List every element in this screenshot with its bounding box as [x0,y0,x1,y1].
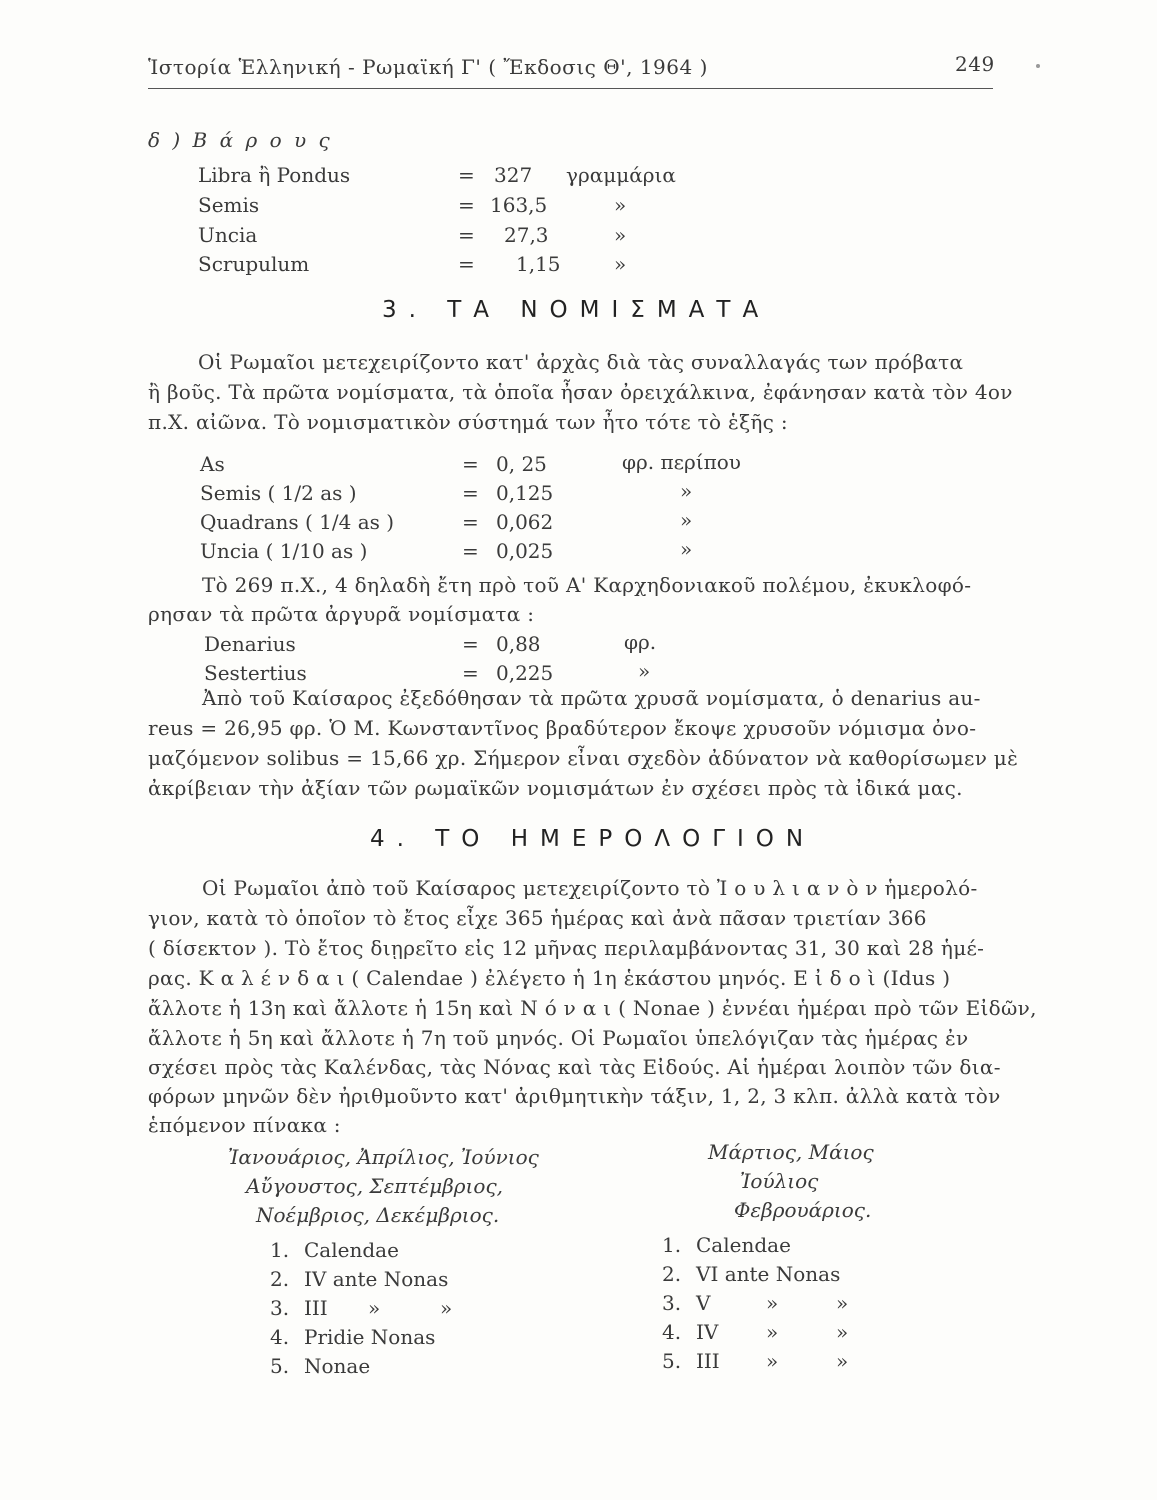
weight-eq: = [458,252,475,276]
right-months-line: Μάρτιος, Μάιος [708,1140,874,1164]
coin-name: Semis ( 1/2 as ) [200,481,357,505]
weight-value: 327 [494,163,533,187]
ditto-mark: » [836,1320,849,1344]
ditto-mark: » [766,1349,779,1373]
weight-name: Uncia [198,223,258,247]
coin-value: 0,025 [496,539,554,563]
weight-name: Libra ἢ Pondus [198,163,351,187]
coin-name: As [200,452,225,476]
ditto-mark: » [368,1296,381,1320]
paragraph-line: Ἀπὸ τοῦ Καίσαρος ἐξεδόθησαν τὰ πρῶτα χρυσᾶ νομίσματα, ὁ denarius au- [202,686,981,710]
weight-unit: » [614,252,627,276]
weight-value: 163,5 [490,193,548,217]
coin-value: 0, 25 [496,452,547,476]
paragraph-line: σχέσει πρὸς τὰς Καλένδας, τὰς Νόνας καὶ τὰς Εἰδούς. Αἱ ἡμέραι λοιπὸν τῶν δια- [148,1055,1001,1079]
day-number: 5. [270,1354,290,1378]
day-number: 5. [662,1349,682,1373]
coin-name: Uncia ( 1/10 as ) [200,539,368,563]
day-name: Nonae [304,1354,371,1378]
weight-name: Scrupulum [198,252,310,276]
ditto-mark: » [440,1296,453,1320]
coin-eq: = [462,510,479,534]
coin-unit: » [680,537,693,561]
ditto-mark: » [766,1320,779,1344]
weights-heading: δ ) Β ά ρ ο υ ς [148,128,333,152]
left-months-line: Νοέμβριος, Δεκέμβριος. [256,1203,500,1227]
paragraph-line: ἀκρίβειαν τὴν ἀξίαν τῶν ρωμαϊκῶν νομισμάτων ἐν σχέσει πρὸς τὰ ἰδικά μας. [148,776,963,800]
paragraph-line: γιον, κατὰ τὸ ὁποῖον τὸ ἔτος εἶχε 365 ἡμέρας καὶ ἀνὰ πᾶσαν τριετίαν 366 [148,906,927,930]
weight-name: Semis [198,193,260,217]
left-months-line: Ἰανουάριος, Ἀπρίλιος, Ἰούνιος [228,1145,539,1169]
paragraph-line: φόρων μηνῶν δὲν ἠριθμοῦντο κατ' ἀριθμητικὴν τάξιν, 1, 2, 3 κλπ. ἀλλὰ κατὰ τὸν [148,1084,1001,1108]
paragraph-line: ρας. Κ α λ έ ν δ α ι ( Calendae ) ἐλέγετο ἡ 1η ἑκάστου μηνός. Ε ἰ δ ο ὶ (Idus ) [148,966,951,990]
paragraph-line: ἄλλοτε ἡ 5η καὶ ἄλλοτε ἡ 7η τοῦ μηνός. Οἱ Ρωμαῖοι ὑπελόγιζαν τὰς ἡμέρας ἐν [148,1026,969,1050]
day-number: 2. [270,1267,290,1291]
coin-unit: » [638,659,651,683]
paragraph-line: Τὸ 269 π.Χ., 4 δηλαδὴ ἔτη πρὸ τοῦ Α' Καρχηδονιακοῦ πολέμου, ἐκυκλοφό- [202,573,972,597]
coin-eq: = [462,632,479,656]
coin-unit: » [680,479,693,503]
day-name: IV [696,1320,719,1344]
coin-value: 0,88 [496,632,541,656]
coin-eq: = [462,452,479,476]
header-rule [148,88,993,89]
coin-unit: φρ. [624,630,657,654]
day-number: 4. [270,1325,290,1349]
coin-eq: = [462,661,479,685]
coin-name: Quadrans ( 1/4 as ) [200,510,395,534]
day-name: III [304,1296,328,1320]
right-months-line: Ἰούλιος [740,1169,819,1193]
running-header-title: Ἱστορία Ἑλληνική - Ρωμαϊκή Γ' ( Ἔκδοσις Θ', 1964 ) [148,55,708,79]
weight-value: 1,15 [516,252,561,276]
day-name: Calendae [696,1233,791,1257]
paragraph-line: ἄλλοτε ἡ 13η καὶ ἄλλοτε ἡ 15η καὶ Ν ό ν α ι ( Nonae ) ἐννέαι ἡμέραι πρὸ τῶν Εἰδῶν, [148,996,1037,1020]
coin-unit: » [680,508,693,532]
paragraph-line: π.Χ. αἰῶνα. Τὸ νομισματικὸν σύστημά των ἦτο τότε τὸ ἑξῆς : [148,410,788,434]
day-number: 1. [270,1238,290,1262]
coin-name: Sestertius [204,661,307,685]
section-4-title: 4. ΤΟ ΗΜΕΡΟΛΟΓΙΟΝ [370,826,816,852]
day-name: IV ante Nonas [304,1267,449,1291]
coin-unit: φρ. περίπου [622,450,741,474]
coin-value: 0,062 [496,510,554,534]
day-name: III [696,1349,720,1373]
weight-eq: = [458,193,475,217]
day-number: 3. [662,1291,682,1315]
coin-value: 0,225 [496,661,554,685]
scan-speck [1036,64,1040,68]
weight-eq: = [458,223,475,247]
left-months-line: Αὔγουστος, Σεπτέμβριος, [246,1174,504,1198]
weight-value: 27,3 [504,223,549,247]
coin-eq: = [462,481,479,505]
paragraph-line: μαζόμενον solibus = 15,66 χρ. Σήμερον εἶναι σχεδὸν ἀδύνατον νὰ καθορίσωμεν μὲ [148,746,1019,770]
ditto-mark: » [836,1349,849,1373]
weight-unit: » [614,193,627,217]
day-name: VI ante Nonas [696,1262,841,1286]
coin-eq: = [462,539,479,563]
ditto-mark: » [836,1291,849,1315]
day-name: Pridie Nonas [304,1325,436,1349]
day-name: V [696,1291,711,1315]
day-name: Calendae [304,1238,399,1262]
paragraph-line: ρησαν τὰ πρῶτα ἀργυρᾶ νομίσματα : [148,602,535,626]
section-3-title: 3. ΤΑ ΝΟΜΙΣΜΑΤΑ [382,297,771,323]
day-number: 3. [270,1296,290,1320]
day-number: 4. [662,1320,682,1344]
ditto-mark: » [766,1291,779,1315]
day-number: 1. [662,1233,682,1257]
coin-name: Denarius [204,632,296,656]
page-number: 249 [955,52,995,76]
right-months-line: Φεβρουάριος. [734,1198,872,1222]
paragraph-line: ἑπόμενον πίνακα : [148,1113,341,1137]
paragraph-line: Οἱ Ρωμαῖοι μετεχειρίζοντο κατ' ἀρχὰς διὰ τὰς συναλλαγάς των πρόβατα [198,350,964,374]
paragraph-line: reus = 26,95 φρ. Ὁ Μ. Κωνσταντῖνος βραδύτερον ἔκοψε χρυσοῦν νόμισμα ὀνο- [148,716,977,740]
day-number: 2. [662,1262,682,1286]
weight-eq: = [458,163,475,187]
weight-unit: γραμμάρια [566,163,676,187]
coin-value: 0,125 [496,481,554,505]
paragraph-line: ἢ βοῦς. Τὰ πρῶτα νομίσματα, τὰ ὁποῖα ἦσαν ὀρειχάλκινα, ἐφάνησαν κατὰ τὸν 4ον [148,380,1013,404]
paragraph-line: ( δίσεκτον ). Τὸ ἔτος διῃρεῖτο εἰς 12 μῆνας περιλαμβάνοντας 31, 30 καὶ 28 ἡμέ- [148,936,985,960]
paragraph-line: Οἱ Ρωμαῖοι ἀπὸ τοῦ Καίσαρος μετεχειρίζοντο τὸ Ἰ ο υ λ ι α ν ὸ ν ἡμερολό- [202,876,978,900]
weight-unit: » [614,223,627,247]
